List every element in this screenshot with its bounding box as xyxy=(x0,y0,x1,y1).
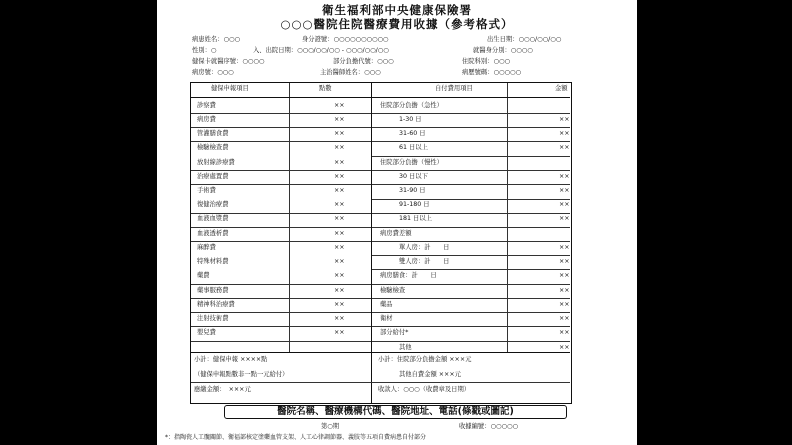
self-row-line xyxy=(372,199,570,200)
points-value: ×× xyxy=(334,187,345,194)
gender: 性別：○ xyxy=(192,47,217,54)
self-item-partial-pay: 部分給付* xyxy=(380,329,409,336)
points-value: ×× xyxy=(334,159,345,166)
nhi-item: 診察費 xyxy=(197,102,216,109)
self-row-line xyxy=(372,255,570,256)
points-value: ×× xyxy=(334,102,345,109)
self-item-acute-title: 住院部分負擔（急性） xyxy=(380,102,443,109)
amount-value: ×× xyxy=(559,272,570,279)
footnote: *：指陶瓷人工髖關節、衛福部核定塗藥血管支架、人工心律調節器、義肢等五項自費病患自付部分 xyxy=(165,434,427,441)
other-self-amount: 其他自費金額 ×××元 xyxy=(399,371,461,378)
self-item-chronic-2: 31-90 日 xyxy=(399,187,426,194)
self-item-chronic-4: 181 日以上 xyxy=(399,215,432,222)
self-row-line xyxy=(372,341,570,342)
nhi-item: 病房費 xyxy=(197,116,216,123)
self-row-line xyxy=(372,284,570,285)
points-value: ×× xyxy=(334,258,345,265)
self-row-line xyxy=(372,113,570,114)
points-value: ×× xyxy=(334,272,345,279)
amount-value: ×× xyxy=(559,344,570,351)
nhi-row-line xyxy=(191,184,371,185)
middle-divider xyxy=(371,83,372,403)
department: 住院科別：○○○ xyxy=(462,58,510,65)
points-value: ×× xyxy=(334,301,345,308)
ward-number: 病房號：○○○ xyxy=(192,69,234,76)
points-value: ×× xyxy=(334,315,345,322)
nhi-item: 注射技術費 xyxy=(197,315,229,322)
total-line xyxy=(191,382,570,383)
self-item-ward-diff: 病房費差額 xyxy=(380,230,412,237)
nhi-item: 復健治療費 xyxy=(197,201,229,208)
nhi-item: 藥費 xyxy=(197,272,210,279)
period: 第○期 xyxy=(321,423,340,430)
receipt-document xyxy=(157,0,637,445)
amount-value: ×× xyxy=(559,244,570,251)
summary-line xyxy=(191,352,570,353)
id-number: 身分證號：○○○○○○○○○○ xyxy=(302,36,389,43)
points-value: ×× xyxy=(334,130,345,137)
nhi-row-line xyxy=(191,341,371,342)
self-item-acute-3: 61 日以上 xyxy=(399,144,428,151)
agency-title: 衛生福利部中央健康保險署 xyxy=(322,3,472,17)
nhi-item: 放射線診療費 xyxy=(197,159,235,166)
amount-value: ×× xyxy=(559,173,570,180)
amount-value: ×× xyxy=(559,130,570,137)
self-row-line xyxy=(372,312,570,313)
points-value: ×× xyxy=(334,144,345,151)
nhi-row-line xyxy=(191,127,371,128)
self-item-acute-1: 1-30 日 xyxy=(399,116,422,123)
nhi-row-line xyxy=(191,241,371,242)
self-row-line xyxy=(372,227,570,228)
subtotal-note: （健保申報點數非一點一元給付） xyxy=(194,371,289,378)
amount-value: ×× xyxy=(559,187,570,194)
self-item-chronic-title: 住院部分負擔（慢性） xyxy=(380,159,443,166)
amount-value: ×× xyxy=(559,315,570,322)
amount-value: ×× xyxy=(559,329,570,336)
nhi-row-line xyxy=(191,312,371,313)
self-item-other: 其他 xyxy=(399,344,412,351)
points-value: ×× xyxy=(334,329,345,336)
receiver: 收款人：○○○（收費章及日期） xyxy=(378,386,471,393)
self-row-line xyxy=(372,269,570,270)
nhi-item: 藥事服務費 xyxy=(197,287,229,294)
self-row-line xyxy=(372,184,570,185)
self-item-drugs: 藥品 xyxy=(380,301,393,308)
nhi-row-line xyxy=(191,113,371,114)
nhi-item: 手術費 xyxy=(197,187,216,194)
copay-code: 部分負擔代號：○○○ xyxy=(333,58,394,65)
patient-name: 病患姓名：○○○ xyxy=(192,36,240,43)
nhi-row-line xyxy=(191,326,371,327)
points-value: ×× xyxy=(334,173,345,180)
admission-dates: 入、出院日期：○○○/○○/○○ - ○○○/○○/○○ xyxy=(253,47,389,54)
amount-value: ×× xyxy=(559,258,570,265)
receipt-title: ○○○醫院住院醫療費用收據（參考格式） xyxy=(280,17,514,31)
amount-value: ×× xyxy=(559,144,570,151)
nhi-item: 麻醉費 xyxy=(197,244,216,251)
self-item-chronic-3: 91-180 日 xyxy=(399,201,430,208)
receipt-number: 收據編號：○○○○○ xyxy=(459,423,518,430)
self-item-single: 單人房：計 日 xyxy=(399,244,450,251)
self-row-line xyxy=(372,156,570,157)
self-row-line xyxy=(372,127,570,128)
self-row-line xyxy=(372,213,570,214)
nhi-item: 嬰兒費 xyxy=(197,329,216,336)
points-value: ×× xyxy=(334,215,345,222)
nhi-item: 特殊材料費 xyxy=(197,258,229,265)
hospital-info-box: 醫院名稱、醫療機構代碼、醫院地址、電話(條戳或圖記) xyxy=(224,405,567,419)
amount-value: ×× xyxy=(559,215,570,222)
nhi-item: 血液透析費 xyxy=(197,230,229,237)
points-value: ×× xyxy=(334,244,345,251)
amount-value: ×× xyxy=(559,201,570,208)
self-item-materials: 衛材 xyxy=(380,315,393,322)
points-value: ×× xyxy=(334,230,345,237)
nhi-item: 精神科治療費 xyxy=(197,301,235,308)
header-amount: 金額 xyxy=(555,85,568,92)
self-item-chronic-1: 30 日以下 xyxy=(399,173,428,180)
self-row-line xyxy=(372,141,570,142)
nhi-item: 血液血漿費 xyxy=(197,215,229,222)
header-nhi-items: 健保申報項目 xyxy=(211,85,249,92)
self-row-line xyxy=(372,326,570,327)
physician: 主治醫師姓名：○○○ xyxy=(320,69,381,76)
amount-value: ×× xyxy=(559,287,570,294)
subtotal-nhi: 小計：健保申報 ××××點 xyxy=(194,356,268,363)
points-value: ×× xyxy=(334,116,345,123)
header-line xyxy=(191,97,570,98)
nhi-row-line xyxy=(191,298,371,299)
chart-number: 病歷號碼：○○○○○ xyxy=(462,69,521,76)
self-row-line xyxy=(372,298,570,299)
nhi-item: 治療處置費 xyxy=(197,173,229,180)
birth-date: 出生日期：○○○/○○/○○ xyxy=(487,36,562,43)
self-row-line xyxy=(372,241,570,242)
self-item-meal: 病房膳食：計 日 xyxy=(380,272,437,279)
card-sequence: 健保卡就醫序號：○○○○ xyxy=(192,58,265,65)
nhi-row-line xyxy=(191,284,371,285)
subtotal-self: 小計：住院部分負擔金額 ×××元 xyxy=(378,356,472,363)
self-item-double: 雙人房：計 日 xyxy=(399,258,450,265)
self-item-exam: 檢驗檢查 xyxy=(380,287,406,294)
points-value: ×× xyxy=(334,201,345,208)
amount-value: ×× xyxy=(559,116,570,123)
amount-value: ×× xyxy=(559,301,570,308)
nhi-item: 管灌膳食費 xyxy=(197,130,229,137)
nhi-row-line xyxy=(191,227,371,228)
header-self-items: 自付費用項目 xyxy=(435,85,473,92)
insurance-identity: 就醫身分別：○○○○ xyxy=(473,47,533,54)
points-value: ×× xyxy=(334,287,345,294)
self-row-line xyxy=(372,170,570,171)
self-item-acute-2: 31-60 日 xyxy=(399,130,426,137)
nhi-row-line xyxy=(191,213,371,214)
total-due: 應繳金額： ×××元 xyxy=(194,386,251,393)
nhi-item: 檢驗檢查費 xyxy=(197,144,229,151)
nhi-row-line xyxy=(191,170,371,171)
nhi-row-line xyxy=(191,141,371,142)
header-points: 點數 xyxy=(319,85,332,92)
